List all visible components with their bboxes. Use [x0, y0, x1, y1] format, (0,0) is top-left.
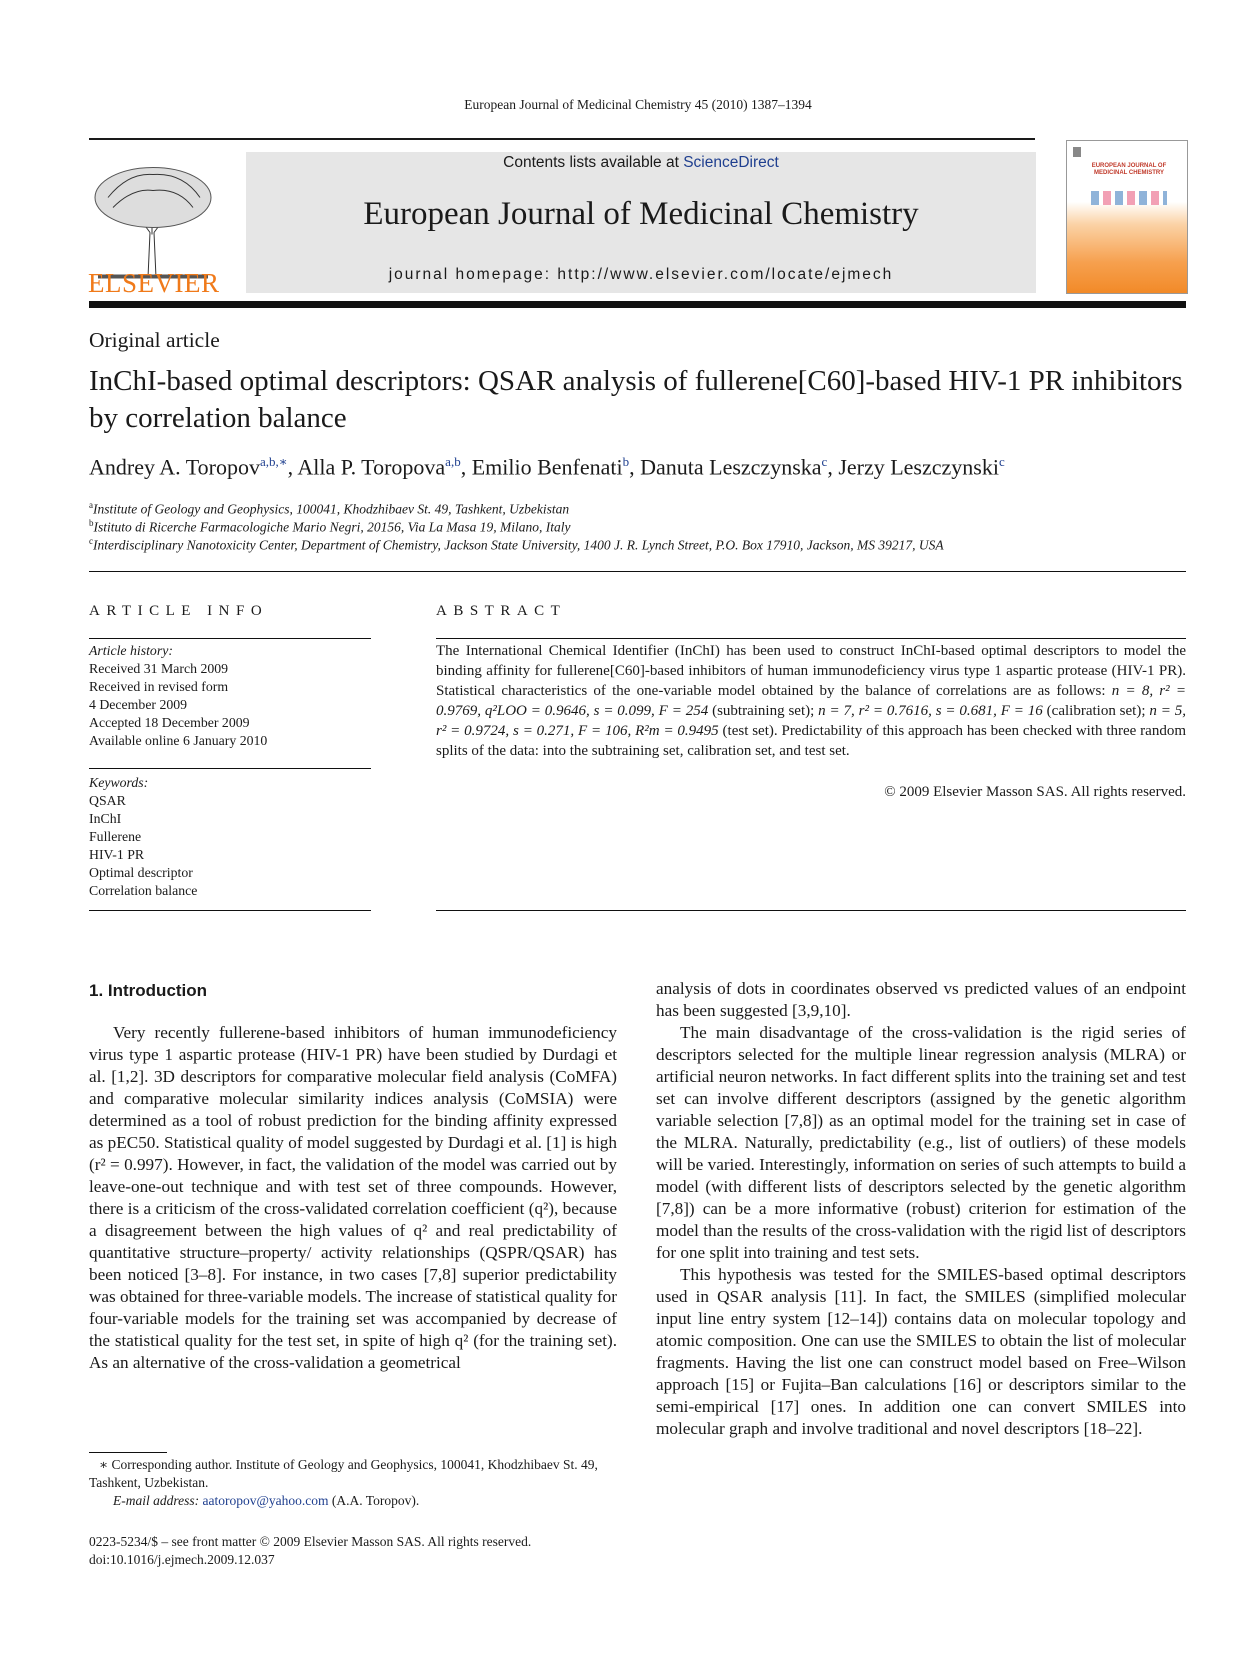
- intro-paragraph: The main disadvantage of the cross-validation is the rigid series of descriptors selected for the multiple linear regression analysis (MLRA) or artificial neuron networks. In fact different splits into the training set and test set can involve different descriptors (assigned by the genetic algorithm variable selection [7,8]) as an optimal model for the training set in case of the MLRA. Naturally, predictability (e.g., list of outliers) of these models will be varied. Interestingly, information on series of such attempts to build a model (with different lists of descriptors selected by the genetic algorithm [7,8]) can be a more informative (robust) criterion for estimation of the model than the results of the cross-validation with the rigid list of descriptors for one split into training and test sets.: [656, 1023, 1186, 1262]
- author-affil-marks[interactable]: c: [821, 454, 828, 469]
- author-separator: ,: [460, 454, 472, 480]
- abstract-stats: n = 5, r² = 0.9724, s = 0.271, F = 106, R²m = 0.9495: [436, 703, 1187, 739]
- elsevier-wordmark: ELSEVIER: [88, 268, 220, 298]
- article-history: [89, 642, 267, 750]
- abstract-part: (subtraining set);: [708, 703, 819, 719]
- author-affil-marks[interactable]: b: [622, 454, 630, 469]
- running-head: European Journal of Medicinal Chemistry 45 (2010) 1387–1394: [464, 97, 812, 112]
- article-info-rule: [89, 638, 371, 639]
- author-affil-marks[interactable]: c: [998, 454, 1005, 469]
- keyword: QSAR: [89, 793, 126, 808]
- affiliation-b: [89, 518, 570, 536]
- abstract-copyright: © 2009 Elsevier Masson SAS. All rights reserved.: [884, 784, 1186, 800]
- author-affil-marks[interactable]: a,b,∗: [259, 454, 288, 469]
- abstract-stats: n = 8, r² = 0.9769, q²LOO = 0.9646, s = 0.099, F = 254: [436, 683, 1186, 719]
- author-name[interactable]: Emilio Benfenati: [471, 454, 623, 480]
- abstract-heading: ABSTRACT: [436, 603, 567, 619]
- abstract-text: [436, 641, 1186, 761]
- keyword: Optimal descriptor: [89, 865, 193, 880]
- keywords-label: Keywords:: [89, 775, 149, 790]
- history-label: Article history:: [89, 643, 173, 658]
- affiliation-mark: a: [89, 500, 93, 510]
- cover-logo-mark: [1073, 147, 1081, 157]
- affiliation-c: [89, 536, 944, 554]
- footnote-rule: [89, 1452, 167, 1453]
- author-separator: ,: [827, 454, 839, 480]
- affiliation-mark: c: [89, 536, 93, 546]
- keywords-rule: [89, 768, 371, 769]
- contents-line: [246, 154, 1036, 172]
- email-suffix: (A.A. Toropov).: [328, 1493, 420, 1508]
- author-separator: ,: [287, 454, 298, 480]
- author-name[interactable]: Andrey A. Toropov: [89, 454, 260, 480]
- doi[interactable]: doi:10.1016/j.ejmech.2009.12.037: [89, 1552, 275, 1567]
- front-matter: 0223-5234/$ – see front matter © 2009 Elsevier Masson SAS. All rights reserved.: [89, 1534, 532, 1549]
- journal-title: European Journal of Medicinal Chemistry: [363, 196, 919, 232]
- email-link[interactable]: aatoropov@yahoo.com: [202, 1493, 329, 1508]
- affiliation-text: Istituto di Ricerche Farmacologiche Mario Negri, 20156, Via La Masa 19, Milano, Italy: [93, 519, 571, 535]
- intro-left-column: [89, 1022, 617, 1374]
- abstract-part: (test set). Predictability of this approach has been checked with three random splits of the data: into the subtraining set, calibration set, and test set.: [436, 723, 1186, 759]
- section-heading-introduction: 1. Introduction: [89, 981, 208, 1000]
- affiliation-text: Interdisciplinary Nanotoxicity Center, Department of Chemistry, Jackson State University, 1400 J. R. Lynch Street, P.O. Box 17910, Jackson, MS 39217, USA: [93, 537, 944, 553]
- corresponding-author-note: ∗ Corresponding author. Institute of Geology and Geophysics, 100041, Khodzhibaev St. 49, Tashkent, Uzbekistan.: [89, 1457, 598, 1490]
- author-list: [89, 454, 1005, 480]
- author-name[interactable]: Jerzy Leszczynski: [838, 454, 999, 480]
- email-note: [113, 1492, 419, 1510]
- article-title: InChI-based optimal descriptors: QSAR analysis of fullerene[C60]-based HIV-1 PR inhibitors by correlation balance: [89, 365, 1183, 434]
- intro-paragraph: analysis of dots in coordinates observed vs predicted values of an endpoint has been suggested [3,9,10].: [656, 979, 1186, 1020]
- article-info-bottom-rule: [89, 910, 371, 911]
- keyword: Fullerene: [89, 829, 142, 844]
- header-bottom-rule: [89, 301, 1186, 308]
- history-item: Received 31 March 2009: [89, 661, 229, 676]
- history-item: Available online 6 January 2010: [89, 733, 268, 748]
- abstract-stats: n = 7, r² = 0.7616, s = 0.681, F = 16: [818, 703, 1043, 719]
- affiliation-text: Institute of Geology and Geophysics, 100041, Khodzhibaev St. 49, Tashkent, Uzbekistan: [93, 501, 570, 517]
- header-top-rule: [89, 138, 1035, 140]
- abstract-bottom-rule: [436, 910, 1186, 911]
- intro-right-column: [656, 978, 1186, 1440]
- keyword: Correlation balance: [89, 883, 198, 898]
- author-separator: ,: [629, 454, 641, 480]
- title-block-rule: [89, 571, 1186, 572]
- journal-homepage-link[interactable]: journal homepage: http://www.elsevier.com/locate/ejmech: [388, 266, 894, 283]
- author-name[interactable]: Alla P. Toropova: [297, 454, 446, 480]
- history-item: 4 December 2009: [89, 697, 188, 712]
- intro-paragraph: Very recently fullerene-based inhibitors of human immunodeficiency virus type 1 aspartic protease (HIV-1 PR) have been studied by Durdagi et al. [1,2]. 3D descriptors for comparative molecular field analysis (CoMFA) and comparative molecular similarity indices analysis (CoMSIA) were determined as a tool of robust prediction for the binding affinity expressed as pEC50. Statistical quality of model suggested by Durdagi et al. [1] is high (r² = 0.997). However, in fact, the validation of the model was carried out by leave-one-out technique and with test set of three compounds. However, there is a criticism of the cross-validated correlation coefficient (q²), because a disagreement between the high values of q² and real predictability of quantitative structure–property/ activity relationships (QSPR/QSAR) has been noticed [3–8]. For instance, in two cases [7,8] superior predictability was obtained for three-variable models. The increase of statistical quality for four-variable models for the training set was accompanied by decrease of the statistical quality for the test set, in spite of high q² (for the training set). As an alternative of the cross-validation a geometrical: [89, 1023, 618, 1372]
- cover-graphic: [1091, 191, 1167, 205]
- sciencedirect-link[interactable]: ScienceDirect: [683, 154, 779, 171]
- intro-paragraph: This hypothesis was tested for the SMILES-based optimal descriptors used in QSAR analysis [11]. In fact, the SMILES (simplified molecular input line entry system [12–14]) contains data on molecular topology and atomic composition. One can use the SMILES to obtain the list of molecular fragments. Having the list one can construct model based on Free–Wilson approach [15] or Fujita–Ban calculations [16] or descriptors similar to the semi-empirical [17] ones. In addition one can convert SMILES into molecular graph and involve traditional and novel descriptors [18–22].: [656, 1265, 1186, 1438]
- journal-banner: [246, 152, 1036, 293]
- history-item: Received in revised form: [89, 679, 229, 694]
- cover-title: EUROPEAN JOURNAL OF MEDICINAL CHEMISTRY: [1091, 163, 1167, 176]
- article-info-heading: ARTICLE INFO: [89, 603, 269, 619]
- author-name[interactable]: Danuta Leszczynska: [640, 454, 822, 480]
- history-item: Accepted 18 December 2009: [89, 715, 250, 730]
- abstract-part: The International Chemical Identifier (InChI) has been used to construct InChI-based optimal descriptors to model the binding affinity for fullerene[C60]-based inhibitors of human immunodeficiency virus type 1 aspartic protease (HIV-1 PR). Statistical characteristics of the one-variable model obtained by the balance of correlations are as follows:: [436, 643, 1186, 699]
- keyword: HIV-1 PR: [89, 847, 145, 862]
- affiliation-a: [89, 500, 569, 518]
- email-label: E-mail address:: [113, 1493, 203, 1508]
- keywords: [89, 774, 197, 900]
- contents-prefix: Contents lists available at: [503, 154, 684, 171]
- affiliation-mark: b: [89, 518, 94, 528]
- keyword: InChI: [89, 811, 122, 826]
- abstract-part: (calibration set);: [1042, 703, 1150, 719]
- author-affil-marks[interactable]: a,b: [445, 454, 461, 469]
- journal-cover-thumbnail: [1066, 140, 1188, 294]
- article-type: Original article: [89, 328, 220, 352]
- abstract-rule: [436, 638, 1186, 639]
